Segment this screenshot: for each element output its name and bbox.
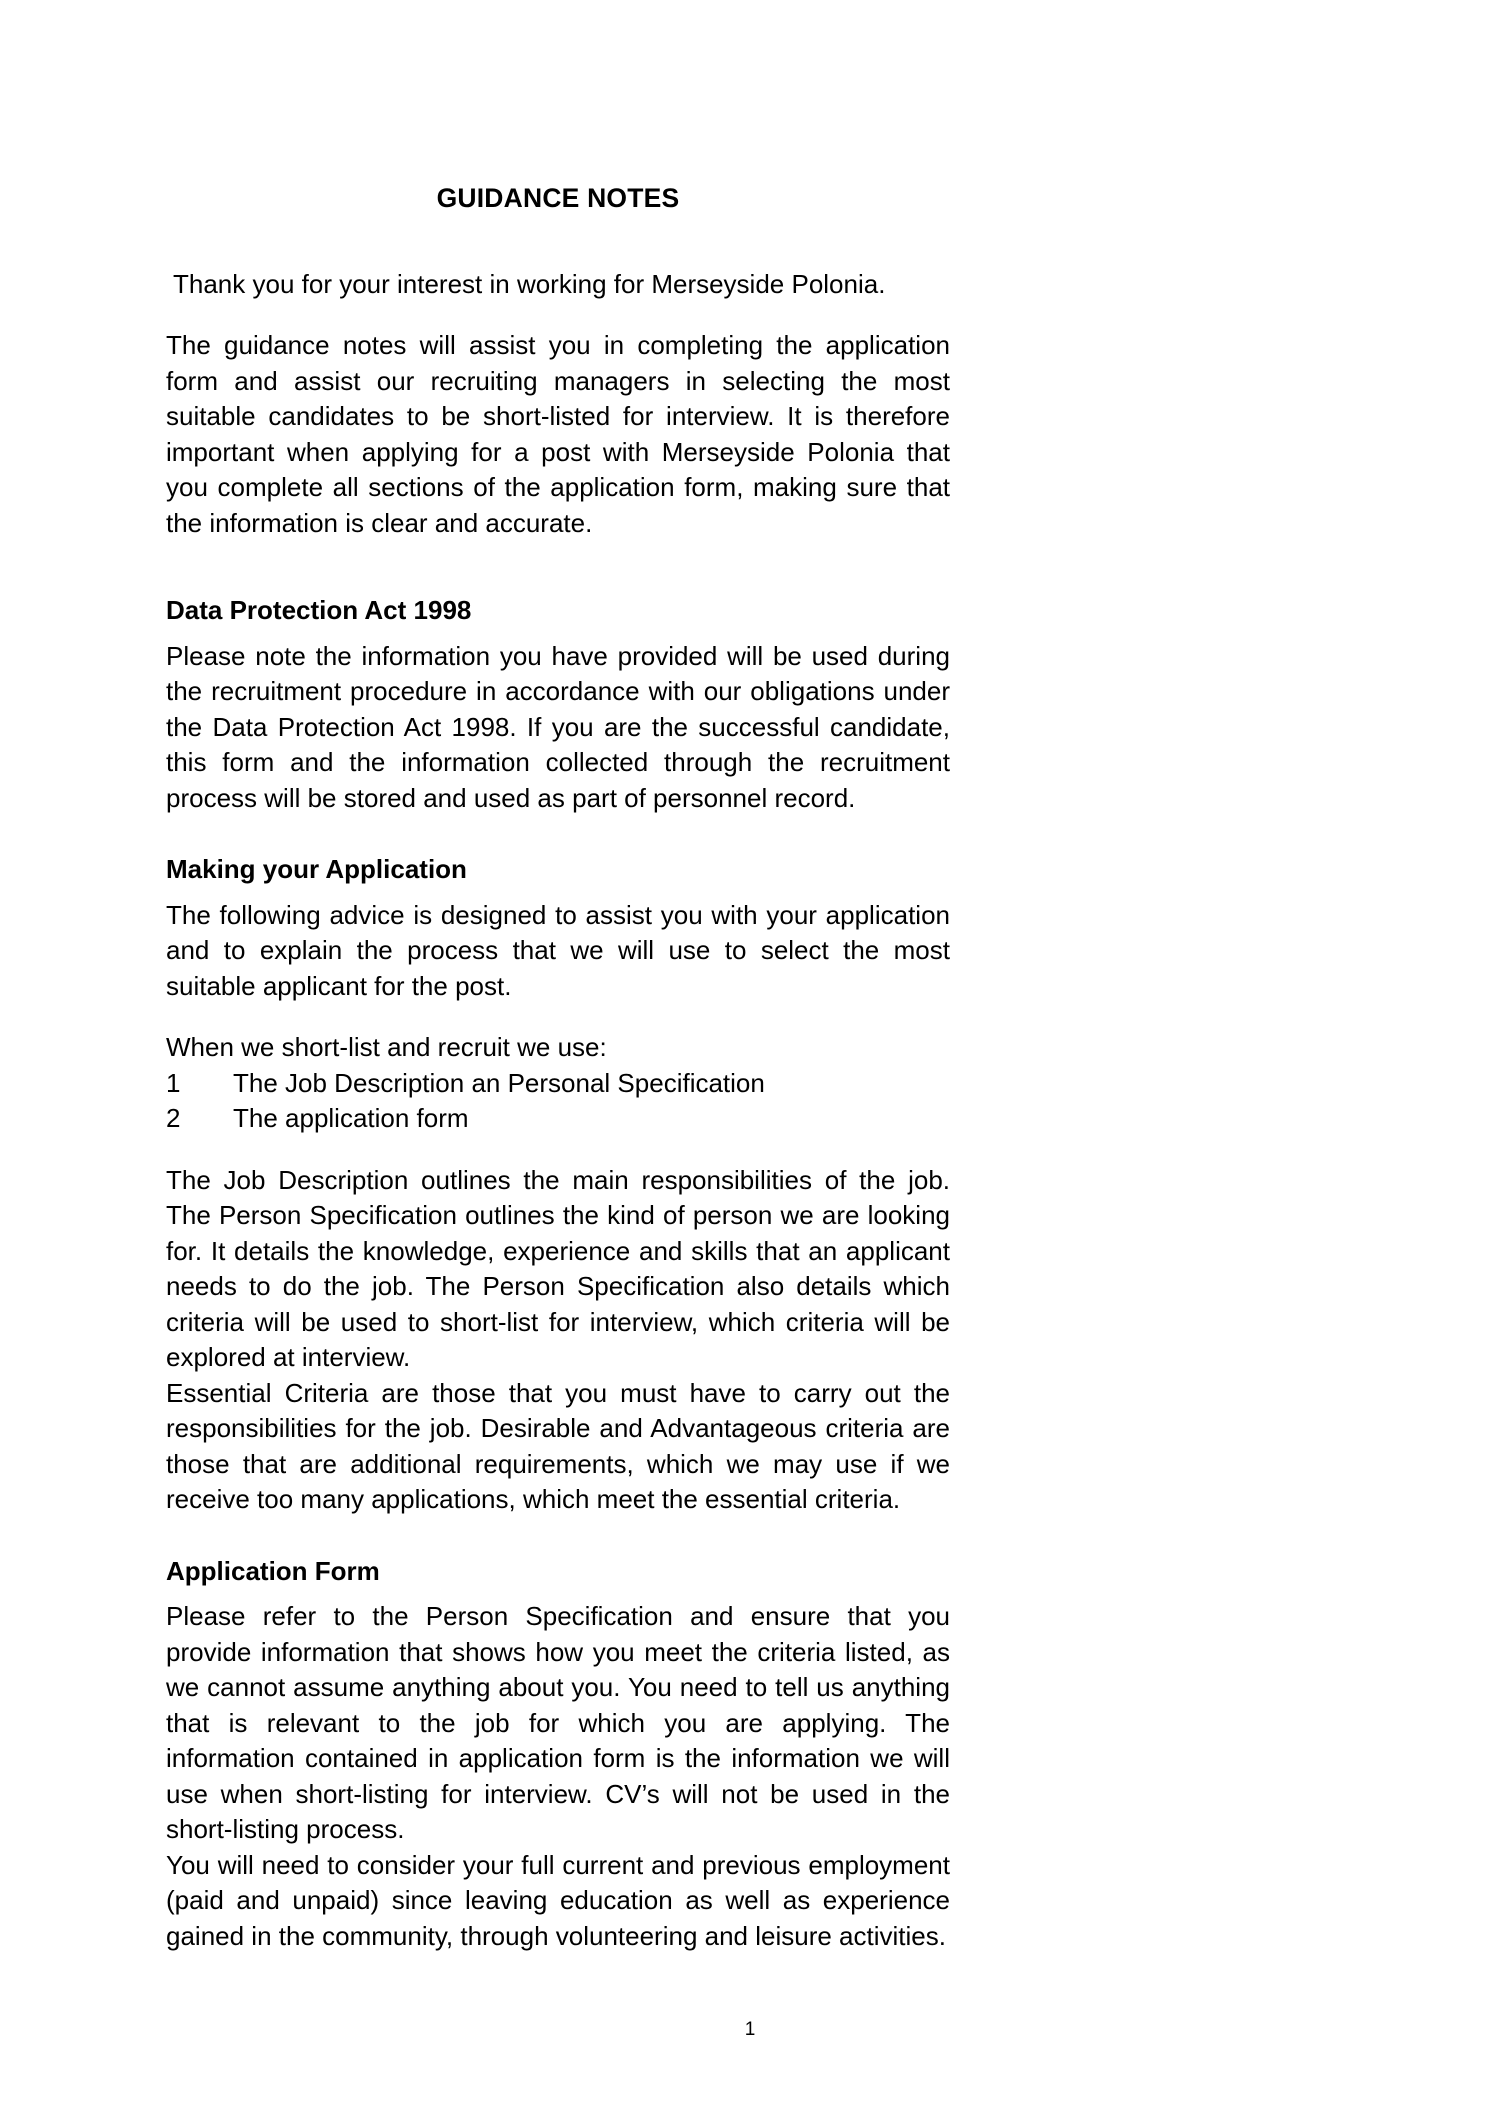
short-list-items (166, 1066, 950, 1137)
list-item (166, 1066, 950, 1102)
spacer (166, 1589, 950, 1599)
spacer (166, 888, 950, 898)
intro-greeting: Thank you for your interest in working for Merseyside Polonia. (173, 268, 886, 299)
spacer (166, 1004, 950, 1030)
job-description-paragraph: The Job Description outlines the main responsibilities of the job. The Person Specification outlines the kind of person we are looking for. It details the knowledge, experience and skills that an applicant needs to do the job. The Person Specification also details which criteria will be used to short-list for interview, which criteria will be explored at interview. (166, 1164, 950, 1373)
spacer (166, 1518, 950, 1554)
section-heading-data-protection: Data Protection Act 1998 (166, 595, 472, 626)
spacer (166, 629, 950, 639)
section-heading-making-your-application: Making your Application (166, 854, 467, 885)
section-heading-application-form: Application Form (166, 1555, 380, 1586)
list-item-number: 1 (166, 1067, 181, 1098)
list-item-label: The application form (233, 1103, 469, 1134)
intro-paragraph: The guidance notes will assist you in completing the application form and assist our recruiting managers in selecting the most suitable candidates to be short-listed for interview. It is therefore important when applying for a post with Merseyside Polonia that you complete all sections of the application form, making sure that the information is clear and accurate. (166, 330, 950, 538)
short-list-intro: When we short-list and recruit we use: (166, 1032, 607, 1063)
spacer (166, 302, 950, 328)
list-item (166, 1101, 950, 1137)
spacer (166, 541, 950, 593)
spacer (166, 215, 950, 267)
page-title: GUIDANCE NOTES (436, 183, 680, 213)
page-footer-number: 1 (744, 2019, 756, 2040)
spacer (166, 816, 950, 852)
essential-criteria-paragraph: Essential Criteria are those that you must have to carry out the responsibilities for the job. Desirable and Advantageous criteria are those that are additional requirements, which we may use if we receive too many applications, which meet the essential criteria. (166, 1377, 950, 1515)
spacer (166, 1137, 950, 1163)
section-paragraph-making-your-application: The following advice is designed to assist you with your application and to explain the process that we will use to select the most suitable applicant for the post. (166, 899, 950, 1001)
application-form-paragraph-2: You will need to consider your full current and previous employment (paid and unpaid) since leaving education as well as experience gained in the community, through volunteering and leisure activities. (166, 1849, 950, 1951)
section-paragraph-data-protection: Please note the information you have provided will be used during the recruitment procedure in accordance with our obligations under the Data Protection Act 1998. If you are the successful candidate, this form and the information collected through the recruitment process will be stored and used as part of personnel record. (166, 640, 950, 813)
list-item-label: The Job Description an Personal Specification (233, 1067, 765, 1098)
document-content (166, 0, 950, 1954)
application-form-paragraph-1: Please refer to the Person Specification and ensure that you provide information that shows how you meet the criteria listed, as we cannot assume anything about you. You need to tell us anything that is relevant to the job for which you are applying. The information contained in application form is the information we will use when short-listing for interview. CV’s will not be used in the short-listing process. (166, 1601, 950, 1845)
list-item-number: 2 (166, 1103, 181, 1134)
